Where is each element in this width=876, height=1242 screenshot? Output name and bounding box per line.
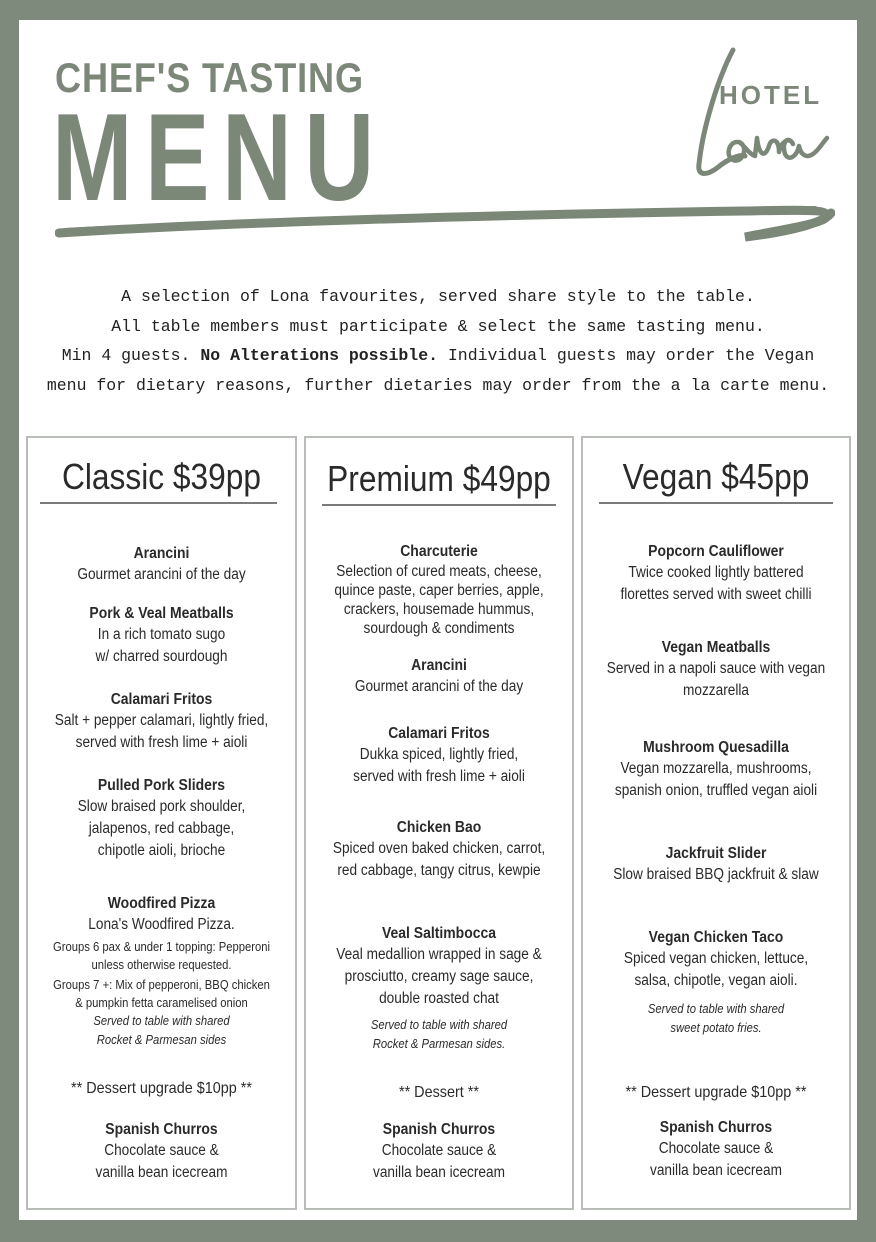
item-desc: Served in a napoli sauce with vegan mozzarella [606,660,826,699]
premium-dessert-label [306,1082,572,1104]
item-name: Calamari Fritos [388,725,490,742]
classic-dessert-label [28,1078,295,1100]
classic-item-churros [28,1120,295,1184]
pizza-note-large-groups: Groups 7 +: Mix of pepperoni, BBQ chicken & pumpkin fetta caramelised onion [53,978,270,1010]
premium-item-charcuterie [306,542,572,638]
brush-stroke-divider [55,195,835,245]
classic-item-sliders [28,776,295,862]
classic-item-meatballs [28,604,295,668]
item-name: Pulled Pork Sliders [97,777,226,794]
vegan-item-meatballs [583,638,849,702]
classic-title-rule [40,502,277,504]
item-name: Woodfired Pizza [107,895,216,912]
item-name: Arancini [411,657,467,674]
vegan-dessert-label [583,1082,849,1104]
item-desc: Gourmet arancini of the day [354,678,524,695]
item-desc: In a rich tomato sugo w/ charred sourdough [95,626,228,665]
item-name: Spanish Churros [382,1121,496,1138]
item-name: Pork & Veal Meatballs [89,605,234,622]
premium-menu-column [304,436,574,1210]
item-desc: Dukka spiced, lightly fried, served with fresh lime + aioli [353,746,525,785]
dessert-label: ** Dessert ** [398,1084,480,1101]
item-desc: Twice cooked lightly battered florettes served with sweet chilli [620,564,812,603]
vegan-item-cauliflower [583,542,849,606]
intro-line-4: menu for dietary reasons, further dietaries may order from the a la carte menu. [46,375,830,395]
dessert-label: ** Dessert upgrade $10pp ** [71,1080,252,1097]
vegan-title-rule [599,502,833,504]
item-name: Calamari Fritos [110,691,213,708]
intro-line-3-post: Individual guests may order the Vegan [438,346,815,365]
intro-line-2: All table members must participate & select the same tasting menu. [111,316,765,336]
item-desc: Slow braised pork shoulder, jalapenos, red cabbage, chipotle aioli, brioche [77,798,246,859]
intro-text [19,282,857,400]
item-desc: Chocolate sauce & vanilla bean icecream [95,1142,228,1181]
item-desc: Gourmet arancini of the day [77,566,246,583]
classic-title: Classic $39pp [62,456,261,497]
title-chefs-tasting: CHEF'S TASTING [55,54,364,101]
item-desc: Chocolate sauce & vanilla bean icecream [650,1140,782,1179]
premium-title-rule [322,504,556,506]
item-desc: Spiced vegan chicken, lettuce, salsa, chipotle, vegan aioli. [623,950,809,989]
hotel-lona-logo [689,46,839,186]
title-menu: MENU [52,89,387,227]
vegan-item-jackfruit [583,844,849,886]
item-name: Charcuterie [400,543,478,560]
item-name: Spanish Churros [105,1121,218,1138]
item-desc: Veal medallion wrapped in sage & prosciutto, creamy sage sauce, double roasted chat [336,946,542,1007]
intro-line-3-pre: Min 4 guests. [61,346,201,365]
vegan-item-taco [583,928,849,1038]
vegan-item-churros [583,1118,849,1182]
logo-hotel-text: HOTEL [719,80,823,110]
classic-menu-column [26,436,297,1210]
lona-script-logo-icon [689,46,839,186]
menu-sheet [19,20,857,1220]
item-name: Spanish Churros [659,1119,773,1136]
premium-item-calamari [306,724,572,788]
served-note: Served to table with shared Rocket & Parmesan sides [93,1014,230,1047]
pizza-note-small-groups: Groups 6 pax & under 1 topping: Pepperoni unless otherwise requested. [52,940,271,972]
dessert-label: ** Dessert upgrade $10pp ** [625,1084,807,1101]
intro-line-1: A selection of Lona favourites, served share style to the table. [121,287,755,306]
premium-item-churros [306,1120,572,1184]
premium-item-arancini [306,656,572,698]
classic-item-calamari [28,690,295,754]
item-name: Mushroom Quesadilla [643,739,789,756]
premium-title: Premium $49pp [327,458,551,499]
item-desc: Selection of cured meats, cheese, quince paste, caper berries, apple, crackers, housemade hummus, sourdough & condiments [334,563,544,637]
premium-item-saltimbocca [306,924,572,1054]
item-name: Arancini [133,545,190,562]
classic-item-pizza [28,894,295,1050]
served-note: Served to table with shared Rocket & Parmesan sides. [370,1018,508,1051]
item-name: Vegan Meatballs [661,639,771,656]
item-name: Jackfruit Slider [665,845,767,862]
item-name: Chicken Bao [396,819,482,836]
vegan-menu-column [581,436,851,1210]
no-alterations-text: No Alterations possible. [200,346,438,365]
item-desc: Slow braised BBQ jackfruit & slaw [613,866,819,883]
item-desc: Lona's Woodfired Pizza. [88,916,235,933]
served-note: Served to table with shared sweet potato fries. [647,1002,785,1035]
vegan-item-quesadilla [583,738,849,802]
item-name: Vegan Chicken Taco [648,929,784,946]
item-desc: Salt + pepper calamari, lightly fried, served with fresh lime + aioli [54,712,269,751]
item-name: Veal Saltimbocca [382,925,496,942]
vegan-title: Vegan $45pp [622,456,810,497]
item-desc: Vegan mozzarella, mushrooms, spanish onion, truffled vegan aioli [614,760,818,799]
classic-item-arancini [28,544,295,586]
premium-item-chicken-bao [306,818,572,882]
item-desc: Spiced oven baked chicken, carrot, red cabbage, tangy citrus, kewpie [332,840,546,879]
item-desc: Chocolate sauce & vanilla bean icecream [373,1142,505,1181]
item-name: Popcorn Cauliflower [648,543,784,560]
intro-line-3 [19,341,857,371]
